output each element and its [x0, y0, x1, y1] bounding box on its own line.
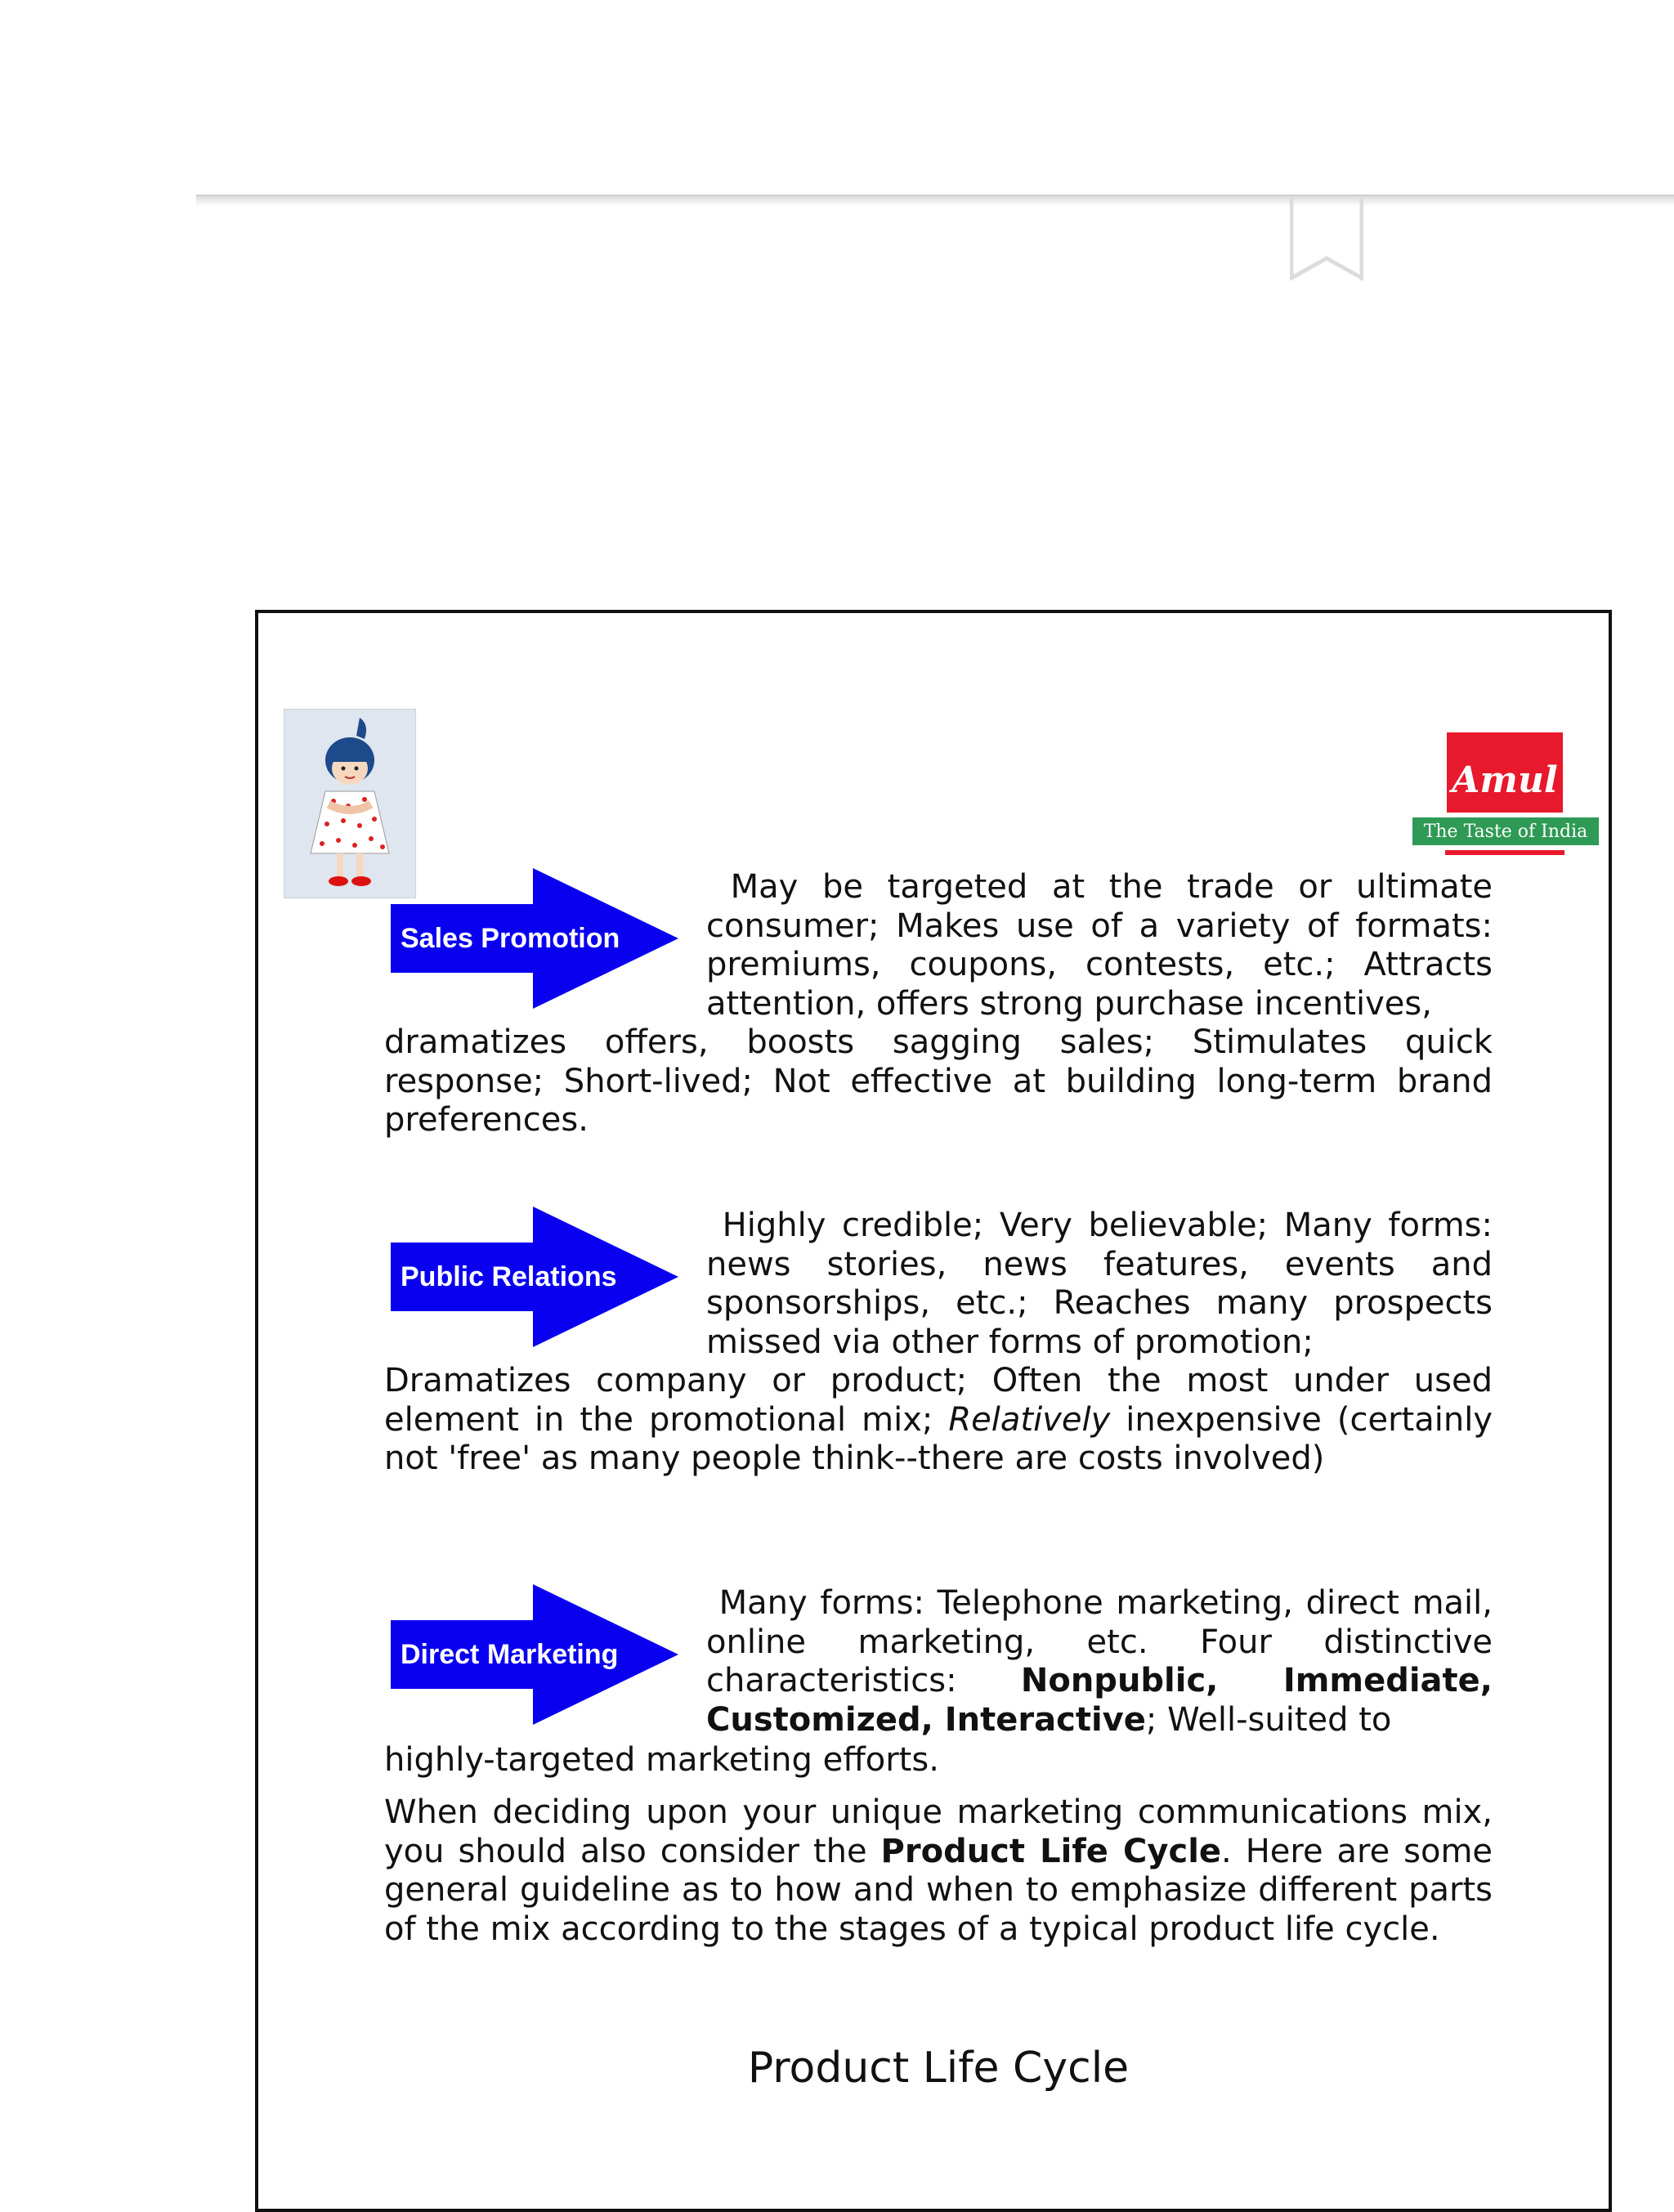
logo-underline: [1445, 850, 1564, 855]
text-part: When deciding upon your unique marketing communications mix, you should also consider the: [384, 1793, 1493, 1870]
lead-text: Many forms: Telephone marketing, direct mail, online marketing, etc. Four distinctive characteristics:: [706, 1584, 1493, 1699]
sales-promotion-text: dramatizes offers, boosts sagging sales; Stimulates quick response; Short-lived; Not effective at building long-term brand preferences.: [384, 1023, 1493, 1139]
logo-tagline-box: [1412, 817, 1599, 845]
bold-text: Nonpublic, Immediate, Customized, Interactive: [706, 1662, 1493, 1739]
text-part: . Here are some general guideline as to how and when to emphasize different parts of the mix according to the stages of a typical product life cycle.: [384, 1832, 1493, 1948]
arrow-label: Public Relations: [401, 1260, 617, 1292]
sales-promotion-lead: [706, 868, 1493, 1023]
logo-brand-text: Amul: [1452, 759, 1558, 801]
section-heading: Product Life Cycle: [747, 2044, 1130, 2093]
direct-marketing-arrow: [391, 1584, 682, 1725]
direct-marketing-lead: [706, 1584, 1493, 1740]
bookmark-icon[interactable]: [1290, 196, 1363, 283]
public-relations-lead: [706, 1207, 1493, 1362]
lead-text: Highly credible; Very believable; Many forms: news stories, news features, events and sponsorships, etc.; Reaches many prospects missed via other forms of promotion;: [706, 1207, 1493, 1361]
lead-text: ; Well-suited to: [1145, 1700, 1392, 1739]
public-relations-arrow: [391, 1207, 682, 1347]
logo-tagline-text: The Taste of India: [1423, 821, 1588, 842]
text-part: inexpensive (certainly not 'free' as many people think--there are costs involved): [384, 1400, 1493, 1477]
arrow-label: Sales Promotion: [401, 922, 620, 954]
page-top-shadow: [196, 195, 1674, 206]
page-top-edge: [196, 195, 1674, 196]
closing-paragraph: [384, 1793, 1493, 1949]
lead-text: May be targeted at the trade or ultimate consumer; Makes use of a variety of formats: premiums, coupons, contests, etc.; Attracts attention, offers strong purchase incentives,: [706, 868, 1493, 1023]
amul-logo: [1412, 731, 1599, 860]
logo-brand-box: [1447, 732, 1563, 813]
italic-text: Relatively: [948, 1400, 1111, 1439]
public-relations-text: [384, 1362, 1493, 1479]
text-part: Dramatizes company or product; Often the most under used element in the promotional mix;: [384, 1362, 1493, 1439]
arrow-label: Direct Marketing: [401, 1638, 619, 1670]
direct-marketing-text: highly-targeted marketing efforts.: [384, 1741, 939, 1779]
sales-promotion-arrow: [391, 868, 682, 1009]
bold-text: Product Life Cycle: [880, 1832, 1222, 1870]
